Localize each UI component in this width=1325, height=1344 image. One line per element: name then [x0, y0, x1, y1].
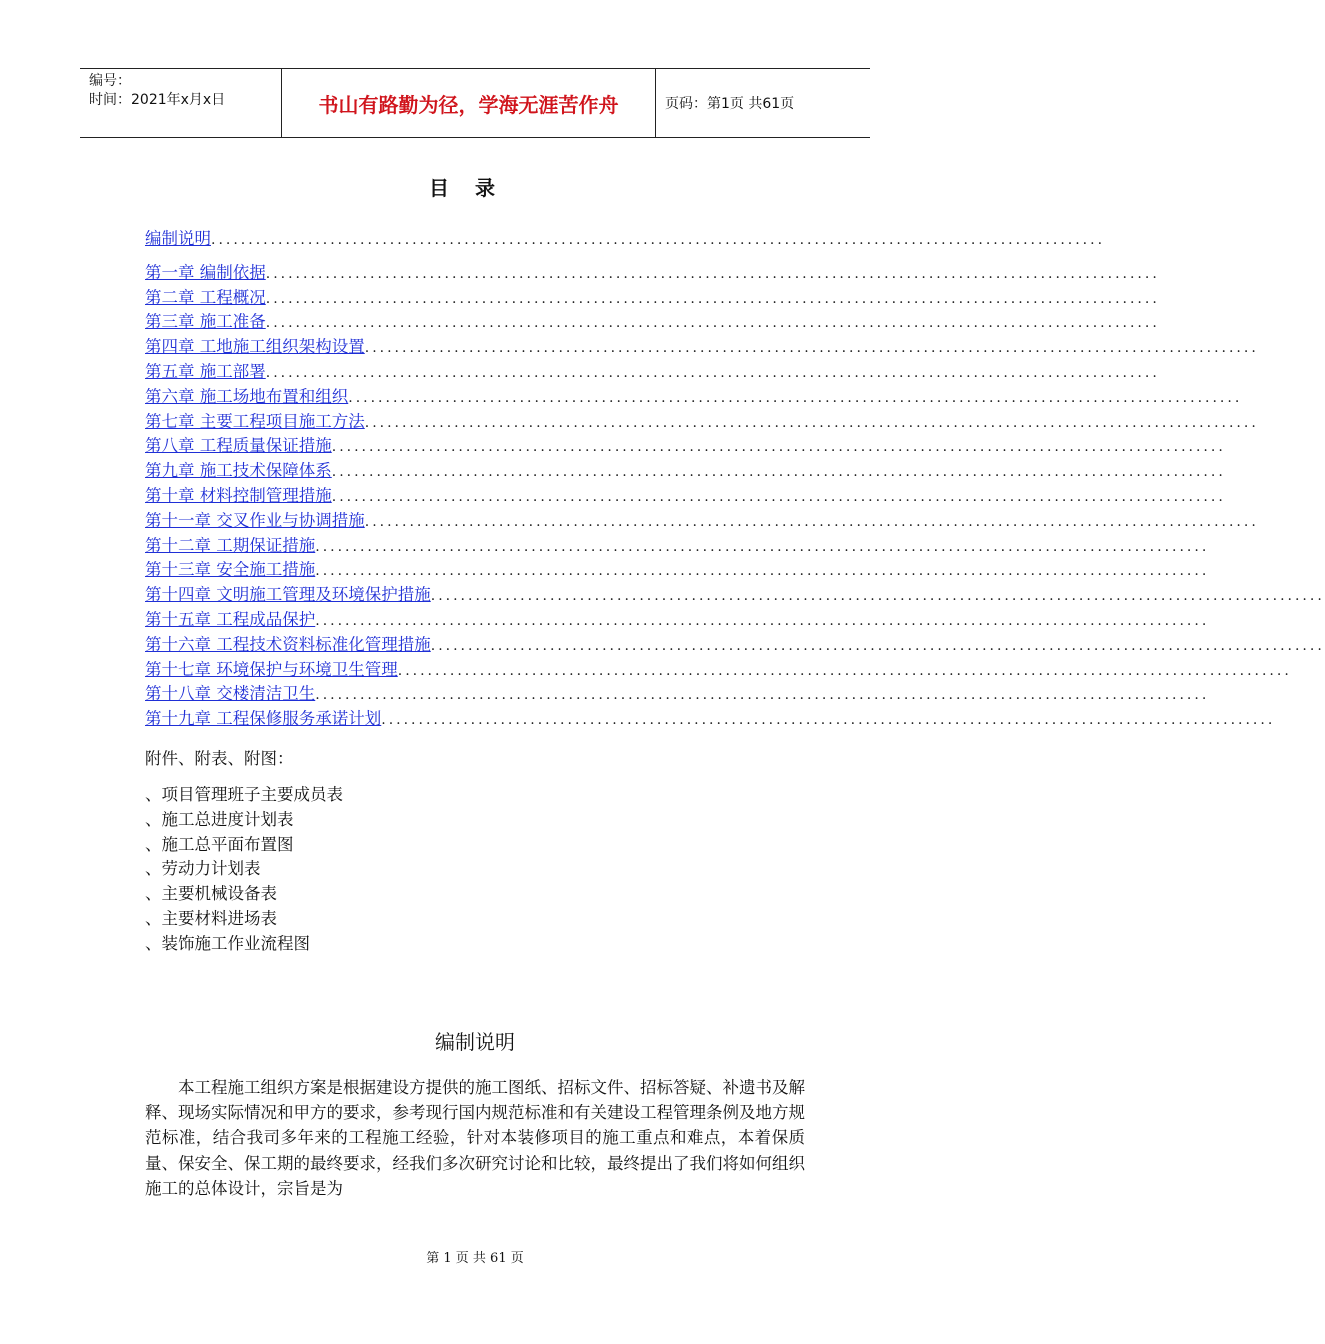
toc-entry — [145, 308, 1160, 333]
toc-entry — [145, 457, 1226, 482]
toc-entry — [145, 532, 1210, 557]
toc-entry — [145, 333, 1259, 358]
toc-leader-dots: ........................................................................................................................ — [315, 687, 1210, 704]
toc-leader-dots: ........................................................................................................................ — [315, 612, 1210, 629]
toc-entry — [145, 680, 1210, 705]
toc-leader-dots: ........................................................................................................................ — [315, 563, 1210, 580]
toc-entry-link[interactable]: 第四章 工地施工组织架构设置 — [145, 337, 365, 357]
toc-entry — [145, 656, 1292, 681]
toc-entry — [145, 408, 1259, 433]
toc-entry — [145, 631, 1325, 656]
toc-entry — [145, 705, 1276, 730]
toc-entry-link[interactable]: 第十三章 安全施工措施 — [145, 560, 316, 580]
toc-entry-link[interactable]: 第五章 施工部署 — [145, 361, 266, 381]
toc-entry — [145, 259, 1160, 284]
toc-leader-dots: ........................................................................................................................ — [430, 637, 1325, 654]
toc-leader-dots: ........................................................................................................................ — [265, 315, 1160, 332]
number-label: 编号： — [89, 73, 131, 89]
toc-entry-link[interactable]: 第六章 施工场地布置和组织 — [145, 386, 349, 406]
appendix-list — [145, 783, 343, 957]
toc-entry-link[interactable]: 第十六章 工程技术资料标准化管理措施 — [145, 634, 431, 654]
appendix-item: 、劳动力计划表 — [145, 859, 261, 879]
toc-entry-link[interactable]: 第十五章 工程成品保护 — [145, 609, 316, 629]
toc-leader-dots: ........................................................................................................................ — [211, 232, 1106, 248]
toc-entry-link[interactable]: 第十八章 交楼清洁卫生 — [145, 684, 316, 704]
toc-entry-link[interactable]: 第二章 工程概况 — [145, 287, 266, 307]
toc-entry — [145, 225, 1106, 250]
toc-leader-dots: ........................................................................................................................ — [331, 439, 1226, 456]
appendix-title: 附件、附表、附图： — [145, 749, 294, 768]
toc-entry — [145, 358, 1160, 383]
toc-entry — [145, 507, 1259, 532]
toc-entry-link[interactable]: 第十四章 文明施工管理及环境保护措施 — [145, 585, 431, 605]
toc-entry-link[interactable]: 第七章 主要工程项目施工方法 — [145, 411, 365, 431]
appendix-item: 、施工总平面布置图 — [145, 834, 294, 854]
header-page-info: 页码：第1页 共61页 — [665, 96, 795, 112]
toc-leader-dots: ........................................................................................................................ — [265, 290, 1160, 307]
toc-entry-link[interactable]: 第十九章 工程保修服务承诺计划 — [145, 709, 382, 729]
toc-entry-link[interactable]: 第一章 编制依据 — [145, 262, 266, 282]
toc-leader-dots: ........................................................................................................................ — [364, 340, 1259, 357]
toc-leader-dots: ........................................................................................................................ — [397, 662, 1292, 679]
toc-leader-dots: ........................................................................................................................ — [364, 513, 1259, 530]
toc-leader-dots: ........................................................................................................................ — [331, 488, 1226, 505]
toc-entry — [145, 556, 1210, 581]
toc-entry-link[interactable]: 第十一章 交叉作业与协调措施 — [145, 510, 365, 530]
section-paragraph: 本工程施工组织方案是根据建设方提供的施工图纸、招标文件、招标答疑、补遗书及解释、现场实际情况和甲方的要求，参考现行国内规范标准和有关建设工程管理条例及地方规范标准，结合我司多年来的工程施工经验，针对本装修项目的施工重点和难点，本着保质量、保安全、保工期的最终要求，经我们多次研究讨论和比较，最终提出了我们将如何组织施工的总体设计，宗旨是为 — [145, 1078, 805, 1198]
toc-title: 目录 — [429, 176, 521, 200]
toc-entry-link[interactable]: 第三章 施工准备 — [145, 312, 266, 332]
appendix-item: 、装饰施工作业流程图 — [145, 933, 310, 953]
toc-entry-link[interactable]: 第十章 材料控制管理措施 — [145, 485, 332, 505]
toc-entry-link[interactable]: 第十七章 环境保护与环境卫生管理 — [145, 659, 398, 679]
toc-entry — [145, 432, 1226, 457]
table-of-contents — [145, 225, 1325, 730]
time-label: 时间：2021年x月x日 — [89, 92, 226, 108]
toc-entry-link[interactable]: 第八章 工程质量保证措施 — [145, 436, 332, 456]
toc-entry — [145, 383, 1243, 408]
toc-leader-dots: ........................................................................................................................ — [364, 414, 1259, 431]
toc-leader-dots: ........................................................................................................................ — [381, 712, 1276, 729]
toc-leader-dots: ........................................................................................................................ — [348, 389, 1243, 406]
header-motto: 书山有路勤为径，学海无涯苦作舟 — [282, 69, 656, 137]
toc-entry-link[interactable]: 编制说明 — [145, 229, 211, 248]
header-meta — [80, 69, 282, 137]
toc-leader-dots: ........................................................................................................................ — [430, 588, 1325, 605]
toc-entry-link[interactable]: 第九章 施工技术保障体系 — [145, 461, 332, 481]
toc-leader-dots: ........................................................................................................................ — [265, 364, 1160, 381]
toc-entry — [145, 284, 1160, 309]
toc-entry-link[interactable]: 第十二章 工期保证措施 — [145, 535, 316, 555]
page-footer: 第 1 页 共 61 页 — [426, 1251, 524, 1266]
section-title: 编制说明 — [435, 1030, 515, 1054]
toc-entry — [145, 482, 1226, 507]
document-header — [80, 68, 870, 138]
toc-entry — [145, 581, 1325, 606]
toc-leader-dots: ........................................................................................................................ — [315, 538, 1210, 555]
toc-entry — [145, 606, 1210, 631]
toc-leader-dots: ........................................................................................................................ — [265, 265, 1160, 282]
appendix-item: 、施工总进度计划表 — [145, 809, 294, 829]
toc-leader-dots: ........................................................................................................................ — [331, 464, 1226, 481]
appendix-item: 、主要机械设备表 — [145, 884, 277, 904]
appendix-item: 、主要材料进场表 — [145, 908, 277, 928]
appendix-item: 、项目管理班子主要成员表 — [145, 785, 343, 804]
